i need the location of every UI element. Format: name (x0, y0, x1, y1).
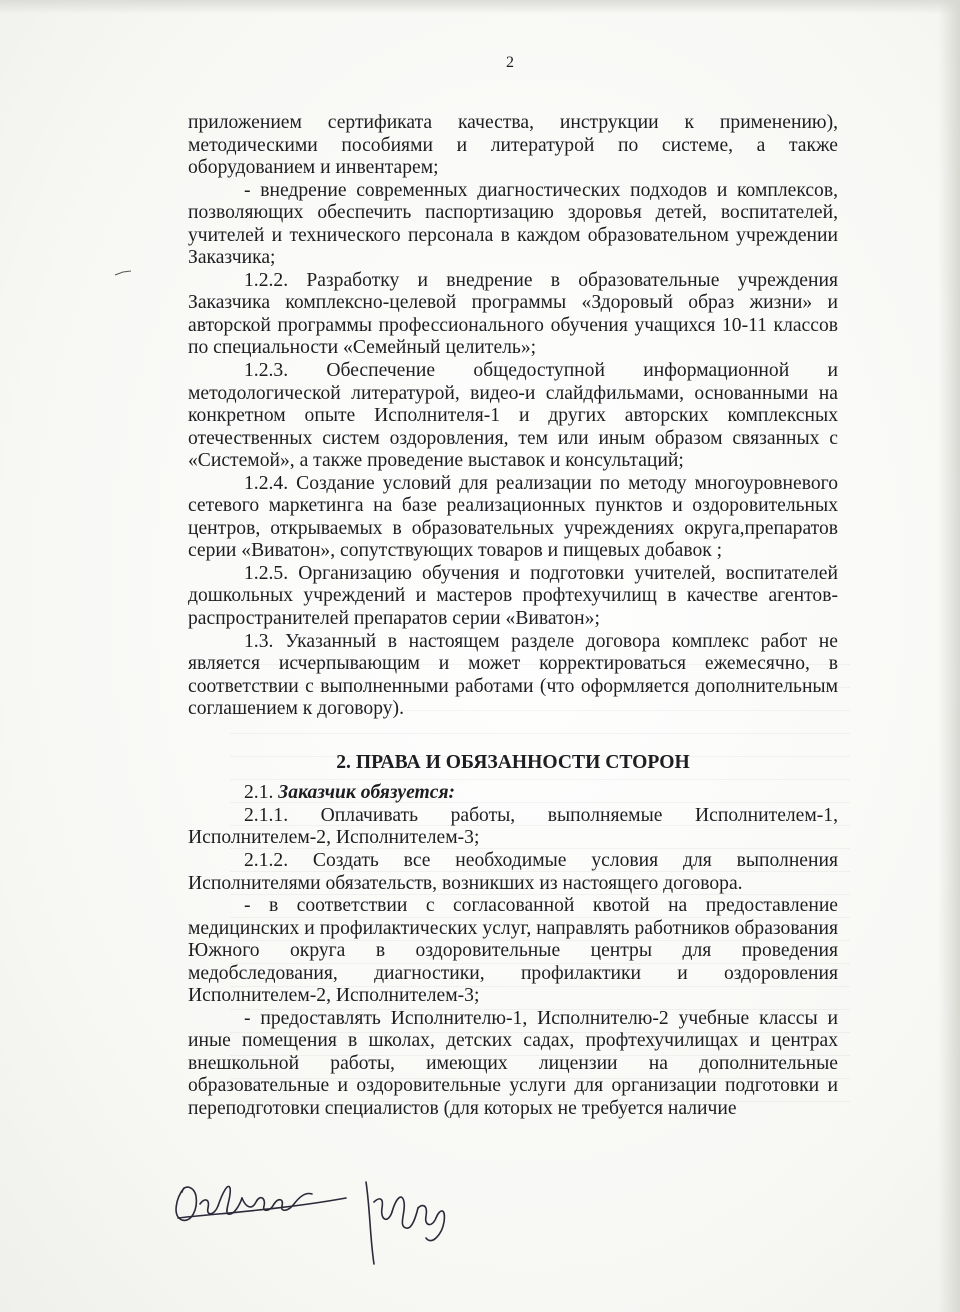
scan-edge (0, 0, 960, 14)
section-heading: 2. ПРАВА И ОБЯЗАННОСТИ СТОРОН (336, 751, 690, 773)
paragraph: 1.2.4. Создание условий для реализации по методу многоуровневого сетевого маркетинга на базе реализационных пунктов и оздоровительных центров, открываемых в образовательных учреждениях округа,препаратов серии «Виватон», сопутствующих товаров и пищевых добавок ; (188, 472, 838, 562)
handwritten-signature-1 (176, 1186, 346, 1220)
document-body (188, 112, 838, 1121)
paragraph: приложением сертификата качества, инструкции к применению), методическими пособиями и литературой по системе, а также оборудованием и инвентарем; (188, 112, 838, 179)
clause-title: Заказчик обязуется: (278, 782, 456, 804)
paragraph: 1.3. Указанный в настоящем разделе договора комплекс работ не является исчерпывающим и может корректироваться ежемесячно, в соответствии с выполненными работами (что оформляется дополнительным соглашением к договору). (188, 630, 838, 720)
paragraph: 1.2.5. Организацию обучения и подготовки учителей, воспитателей дошкольных учреждений и мастеров профтехучилищ в качестве агентов-распространителей препаратов серии «Виватон»; (188, 562, 838, 630)
page-number: 2 (506, 54, 514, 71)
signatures (170, 1168, 470, 1288)
paragraph: 1.2.3. Обеспечение общедоступной информационной и методологической литературой, видео-и слайдфильмами, основанными на конкретном опыте Исполнителя-1 и других авторских комплексных отечественных систем оздоровления, тем или иным образом связанных с «Системой», а также проведение выставок и консультаций; (188, 360, 838, 472)
paragraph: - в соответствии с согласованной квотой на предоставление медицинских и профилактических услуг, направлять работников образования Южного округа в оздоровительные центры для проведения медобследования, диагностики, профилактики и оздоровления Исполнителем-2, Исполнителем-3; (188, 895, 838, 1007)
paragraph: 2.1.1. Оплачивать работы, выполняемые Исполнителем-1, Исполнителем-2, Исполнителем-3; (188, 804, 838, 849)
paragraph: 1.2.2. Разработку и внедрение в образовательные учреждения Заказчика комплексно-целевой программы «Здоровый образ жизни» и авторской программы профессионального обучения учащихся 10-11 классов по специальности «Семейный целитель»; (188, 269, 838, 359)
paragraph: - внедрение современных диагностических подходов и комплексов, позволяющих обеспечить паспортизацию здоровья детей, воспитателей, учителей и технического персонала в каждом образовательном учреждении Заказчика; (188, 179, 838, 269)
handwritten-signature-2 (366, 1182, 444, 1264)
margin-pen-mark (114, 268, 132, 278)
scan-edge (938, 0, 960, 1312)
clause-2-1 (188, 782, 838, 805)
paragraph: 2.1.2. Создать все необходимые условия для выполнения Исполнителями обязательств, возникших из настоящего договора. (188, 849, 838, 894)
paragraph: - предоставлять Исполнителю-1, Исполнителю-2 учебные классы и иные помещения в школах, детских садах, профтехучилищах и центрах внешкольной работы, имеющих лицензии на дополнительные образовательные и оздоровительные услуги для организации подготовки и переподготовки специалистов (для которых не требуется наличие (188, 1007, 838, 1119)
clause-number: 2.1. (244, 782, 274, 804)
